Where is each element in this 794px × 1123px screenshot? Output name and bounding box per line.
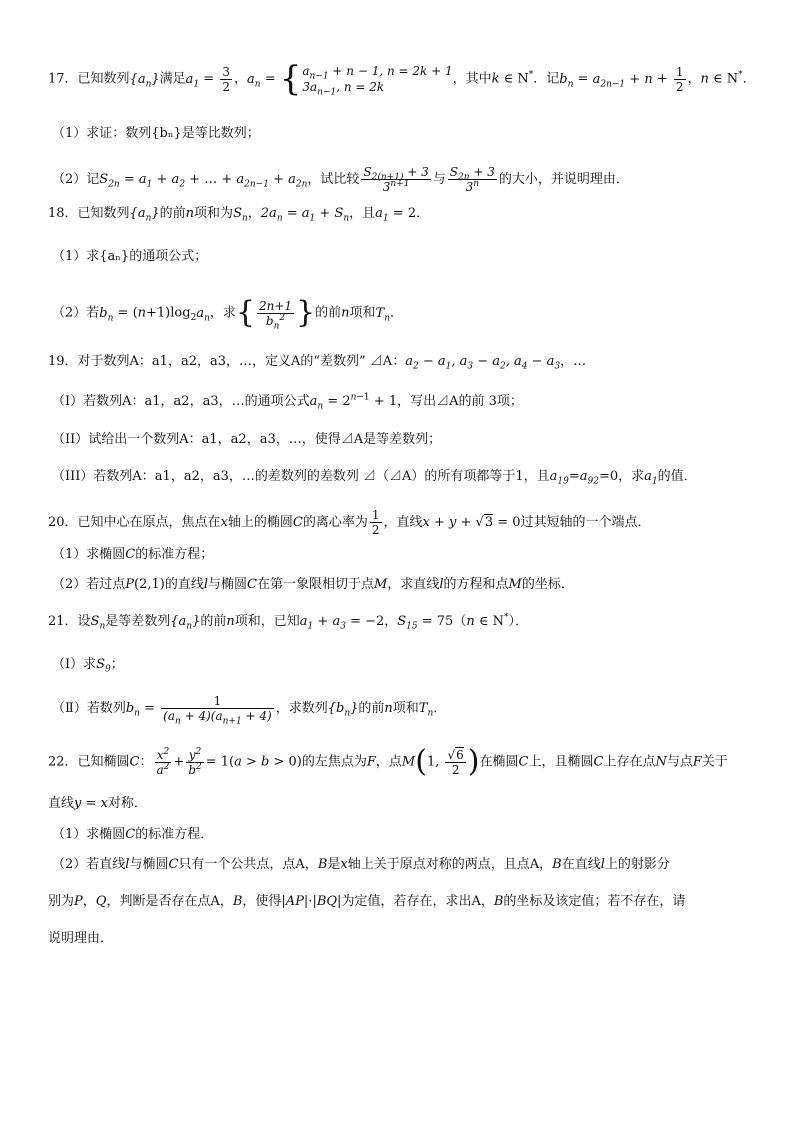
question-18-part-1: （1）求{aₙ}的通项公式； bbox=[52, 249, 208, 264]
question-19-part-3: （III）若数列A：a1，a2，a3，…的差数列的差数列 ⊿（⊿A）的所有项都等于1，且$a_{19}=a_{92}=0$，求$a_1$的值． bbox=[52, 469, 697, 487]
question-20-part-2: （2）若过点P(2,1)的直线l与椭圆C在第一象限相切于点M，求直线l的方程和点M的坐标． bbox=[52, 577, 574, 592]
question-22-part-1: （1）求椭圆C的标准方程． bbox=[52, 827, 214, 842]
question-19-stem: 19．对于数列A：a1，a2，a3，…，定义A的“差数列” ⊿A：$a_2 - a_1$, $a_3 - a_2$, $a_4 - a_3$，… bbox=[48, 354, 587, 372]
question-18-part-2: （2）若$b_n = (n+1)\log_2a_n$，求{ $\frac{2n+1}{b_n^2}$ }的前n项和$T_n$． bbox=[52, 295, 404, 331]
question-21-part-1: （Ⅰ）求$S_9$； bbox=[52, 657, 124, 675]
question-20-part-1: （1）求椭圆C的标准方程； bbox=[52, 547, 214, 562]
question-20-stem: 20．已知中心在原点，焦点在x轴上的椭圆C的离心率为 $\frac{1}{2}$ ，直线x + y + √3 = 0过其短轴的一个端点． bbox=[48, 508, 651, 537]
question-19-part-2: （II）试给出一个数列A：a1，a2，a3，…，使得⊿A是等差数列； bbox=[52, 432, 442, 447]
question-17-part-1: （1）求证：数列{bₙ}是等比数列； bbox=[52, 126, 260, 141]
question-19-part-1: （I）若数列A：a1，a2，a3，…的通项公式$a_n = 2^{n-1} + 1$，写出⊿A的前 3项； bbox=[52, 392, 523, 412]
question-21-stem: 21．设$S_n$是等差数列$\{a_n\}$的前n项和，已知$a_1 + a_3 = -2$，$S_{15} = 75(n$ ∈ N*）． bbox=[48, 612, 528, 632]
question-22-part-2-line-1: （2）若直线l与椭圆C只有一个公共点，点A，B是x轴上关于原点对称的两点，且点A，B在直线l上的射影分 bbox=[52, 857, 670, 872]
question-22-part-2-line-2: 别为P，Q，判断是否存在点A，B，使得|AP|·|BQ|为定值，若存在，求出A，B的坐标及该定值；若不存在，请 bbox=[48, 894, 686, 909]
question-22-stem-line-1: 22．已知椭圆C： $\frac{x^2}{a^2}$ + $\frac{y^2}{b^2}$ = 1(a > b > 0)的左焦点为F，点M(1, $\frac{√6}{2}$ )在椭圆C上，且椭圆C上存在点N与点F关于 bbox=[48, 744, 728, 779]
question-17-part-2: （2）记$S_{2n} = a_1 + a_2$ + … + $a_{2n-1} + a_{2n}$，试比较 $\frac{S_{2(n+1)} + 3}{3^{n+1}}$ 与 $\frac{S_{2n} + 3}{3^n}$ 的大小，并说明理由． bbox=[52, 165, 629, 194]
question-22-stem-line-2: 直线y = x对称． bbox=[48, 796, 147, 811]
question-18-stem: 18．已知数列$\{a_n\}$的前n项和为$S_n$，$2a_n = a_1 + S_n$，且$a_1 = 2$． bbox=[48, 206, 430, 224]
question-17-stem: 17．已知数列$\{a_n\}$满足$a_1$ = $\frac{3}{2}$ ，$a_n = \{a_{n-1} + n - 1$, n = 2k + 1 $3a_{n-1}$, n = 2k，其中k ∈ N*．记$b_n = a_{2n-1} + n$ + $\frac{1}{2}$ ，n ∈ N*． bbox=[48, 59, 756, 99]
question-21-part-2: （Ⅱ）若数列$b_n$ = $\frac{1}{(a_n + 4)(a_{n+1} + 4)}$ ，求数列$\{b_n\}$的前n项和$T_n$． bbox=[52, 694, 447, 727]
question-22-part-2-line-3: 说明理由． bbox=[48, 931, 114, 946]
